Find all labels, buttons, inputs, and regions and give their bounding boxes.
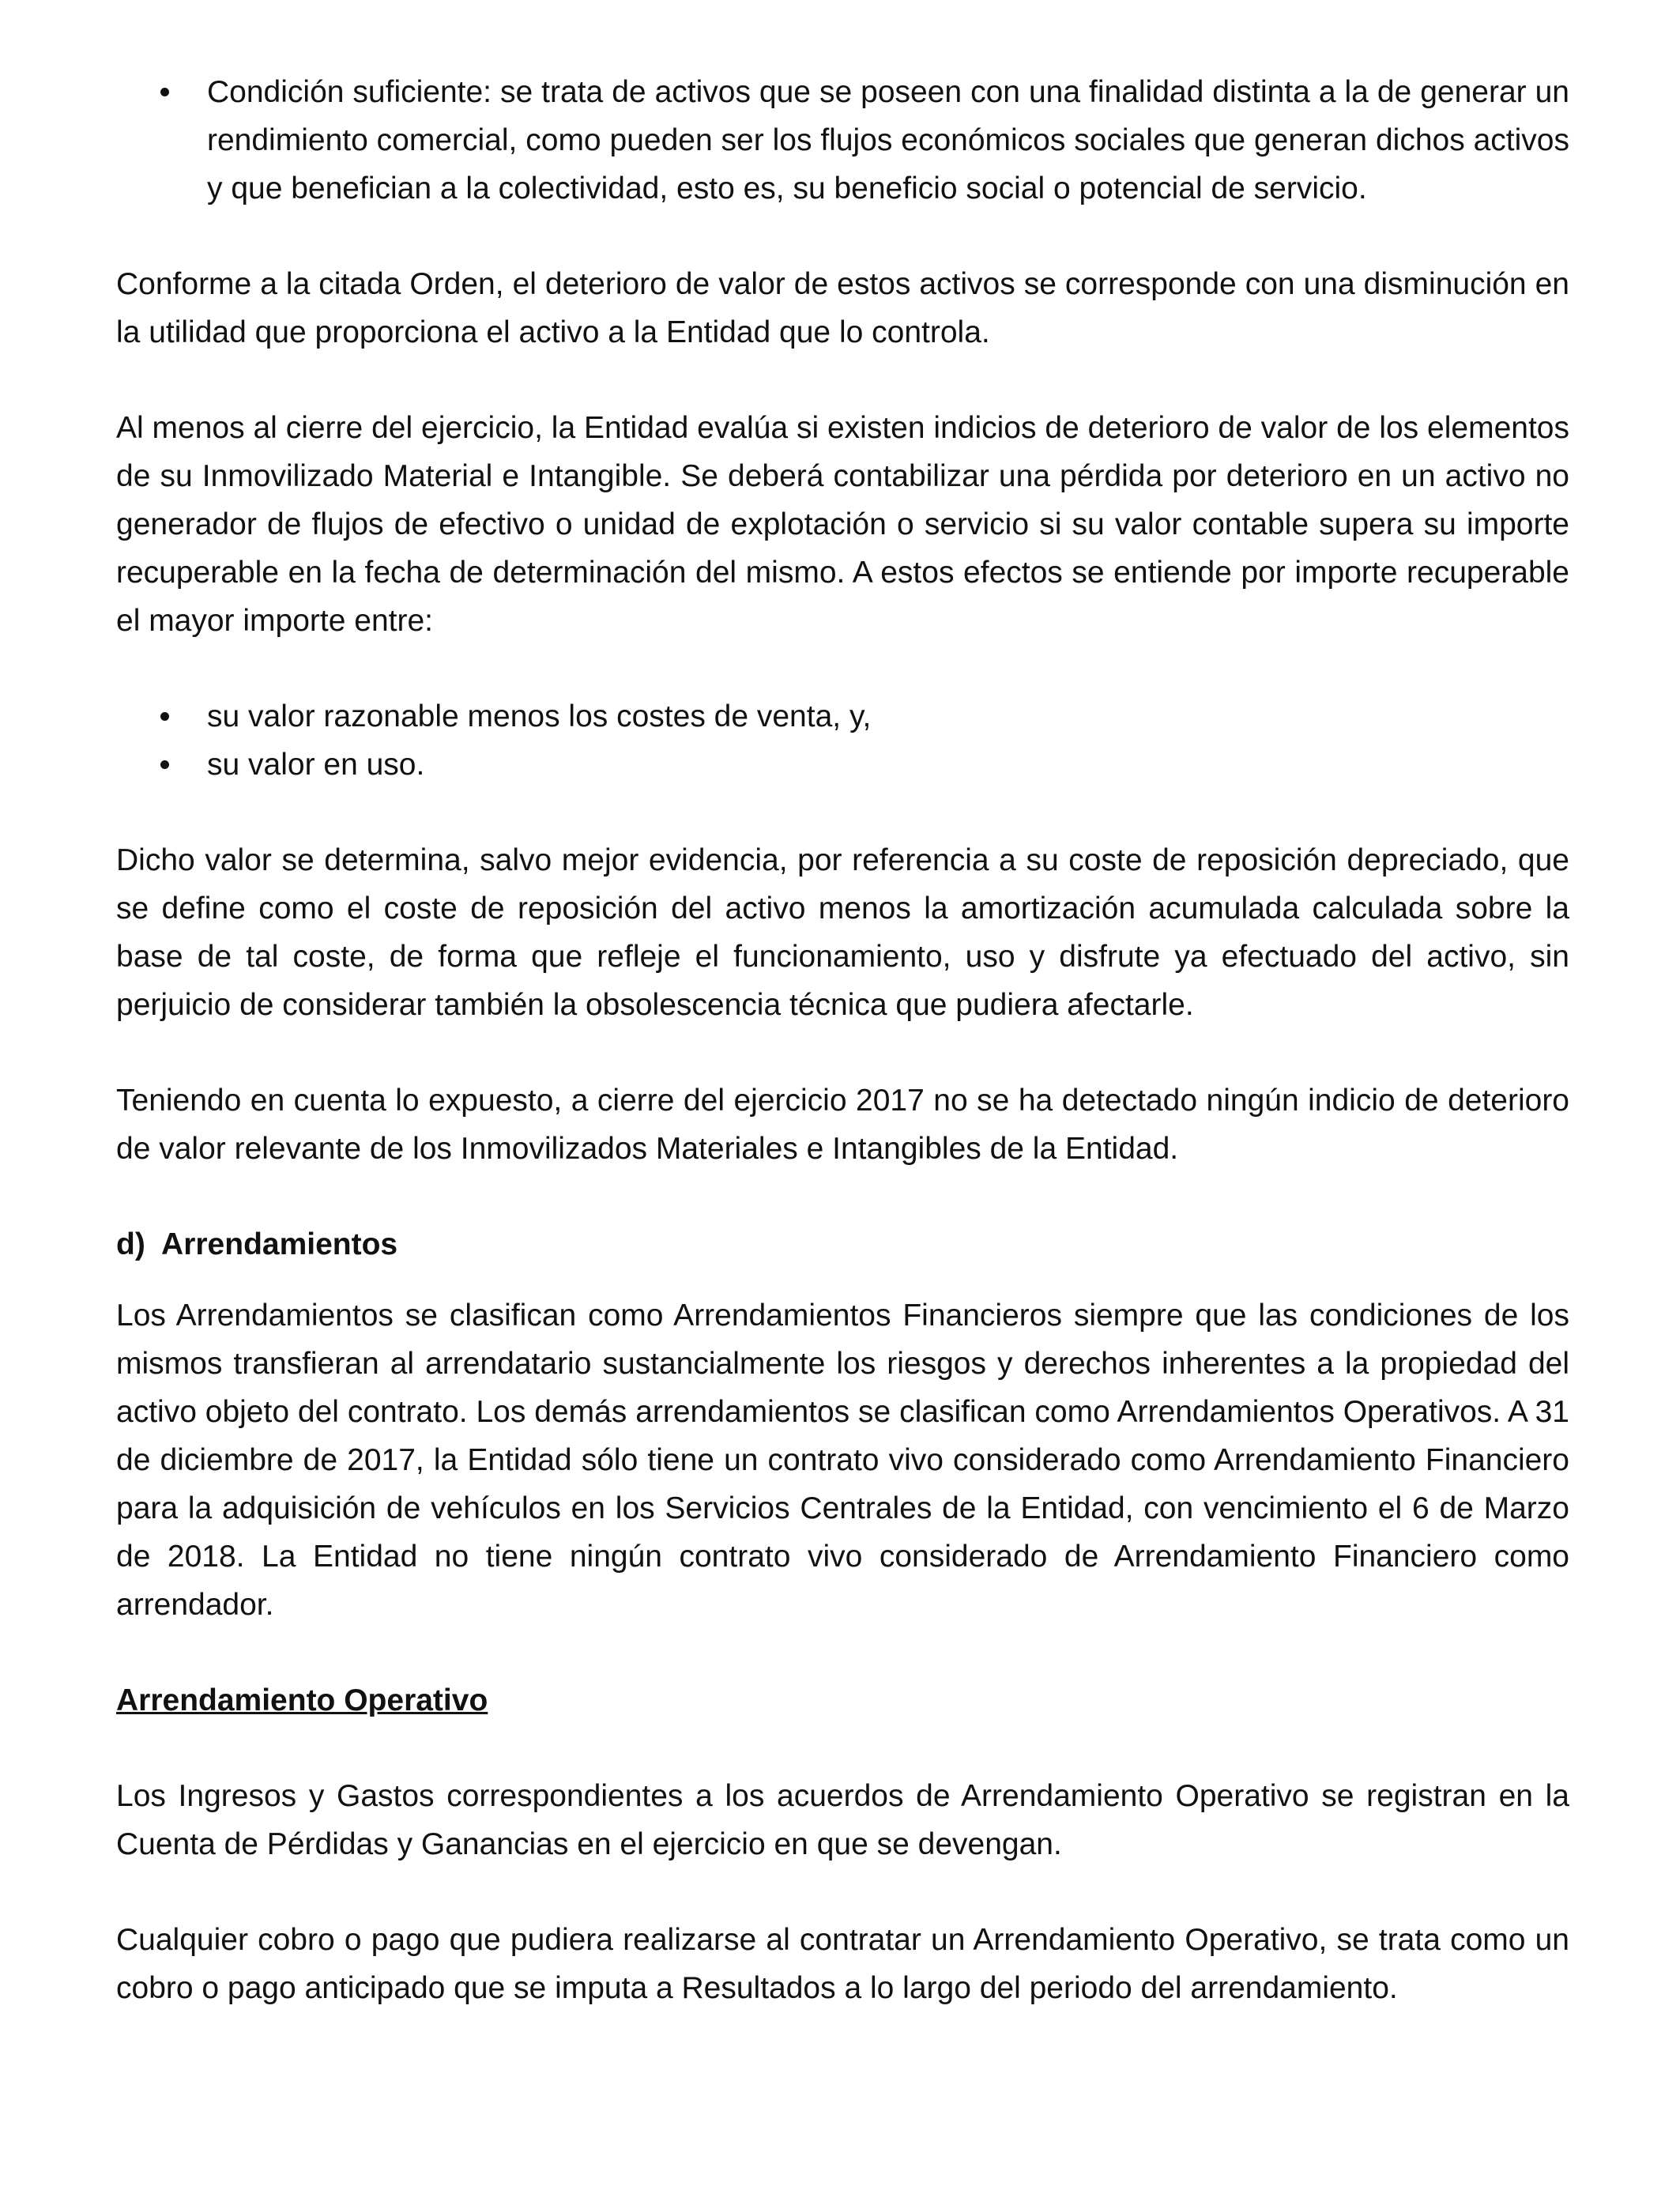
- bullet-item: [116, 692, 1569, 741]
- bullet-item: [116, 68, 1569, 213]
- paragraph-arrendamientos: Los Arrendamientos se clasifican como Arrendamientos Financieros siempre que las condiciones de los mismos transfieran al arrendatario sustancialmente los riesgos y derechos inherentes a la propiedad del activo objeto del contrato. Los demás arrendamientos se clasifican como Arrendamientos Operativos. A 31 de diciembre de 2017, la Entidad sólo tiene un contrato vivo considerado como Arrendamiento Financiero para la adquisición de vehículos en los Servicios Centrales de la Entidad, con vencimiento el 6 de Marzo de 2018. La Entidad no tiene ningún contrato vivo considerado de Arrendamiento Financiero como arrendador.: [116, 1299, 1569, 1622]
- bullet-list-importe: [116, 692, 1569, 789]
- bullet-icon: [160, 88, 169, 96]
- paragraph-ingresos-gastos: Los Ingresos y Gastos correspondientes a los acuerdos de Arrendamiento Operativo se registran en la Cuenta de Pérdidas y Ganancias en el ejercicio en que se devengan.: [116, 1779, 1569, 1861]
- paragraph-coste-reposicion: Dicho valor se determina, salvo mejor evidencia, por referencia a su coste de reposición depreciado, que se define como el coste de reposición del activo menos la amortización acumulada calculada sobre la base de tal coste, de forma que refleje el funcionamiento, uso y disfrute ya efectuado del activo, sin perjuicio de considerar también la obsolescencia técnica que pudiera afectarle.: [116, 843, 1569, 1022]
- paragraph-conclusion-2017: Teniendo en cuenta lo expuesto, a cierre del ejercicio 2017 no se ha detectado ningún indicio de deterioro de valor relevante de los Inmovilizados Materiales e Intangibles de la Entidad.: [116, 1084, 1569, 1166]
- section-heading-arrendamientos: d) Arrendamientos: [116, 1227, 398, 1261]
- paragraph-deterioro-orden: Conforme a la citada Orden, el deterioro de valor de estos activos se corresponde con una disminución en la utilidad que proporciona el activo a la Entidad que lo controla.: [116, 267, 1569, 349]
- paragraph-cobro-pago: Cualquier cobro o pago que pudiera realizarse al contratar un Arrendamiento Operativo, se trata como un cobro o pago anticipado que se imputa a Resultados a lo largo del periodo del arrendamiento.: [116, 1923, 1569, 2005]
- bullet-icon: [160, 712, 169, 721]
- bullet-text: su valor razonable menos los costes de venta, y,: [207, 699, 872, 733]
- bullet-icon: [160, 760, 169, 769]
- bullet-list-condicion: [116, 68, 1569, 213]
- paragraph-cierre-ejercicio: Al menos al cierre del ejercicio, la Entidad evalúa si existen indicios de deterioro de valor de los elementos de su Inmovilizado Material e Intangible. Se deberá contabilizar una pérdida por deterioro en un activo no generador de flujos de efectivo o unidad de explotación o servicio si su valor contable supera su importe recuperable en la fecha de determinación del mismo. A estos efectos se entiende por importe recuperable el mayor importe entre:: [116, 411, 1569, 638]
- bullet-item: [116, 741, 1569, 789]
- subheading-arrendamiento-operativo: Arrendamiento Operativo: [116, 1683, 488, 1717]
- bullet-text: Condición suficiente: se trata de activos que se poseen con una finalidad distinta a la de generar un rendimiento comercial, como pueden ser los flujos económicos sociales que generan dichos activos y que benefician a la colectividad, esto es, su beneficio social o potencial de servicio.: [207, 75, 1569, 205]
- bullet-text: su valor en uso.: [207, 748, 425, 782]
